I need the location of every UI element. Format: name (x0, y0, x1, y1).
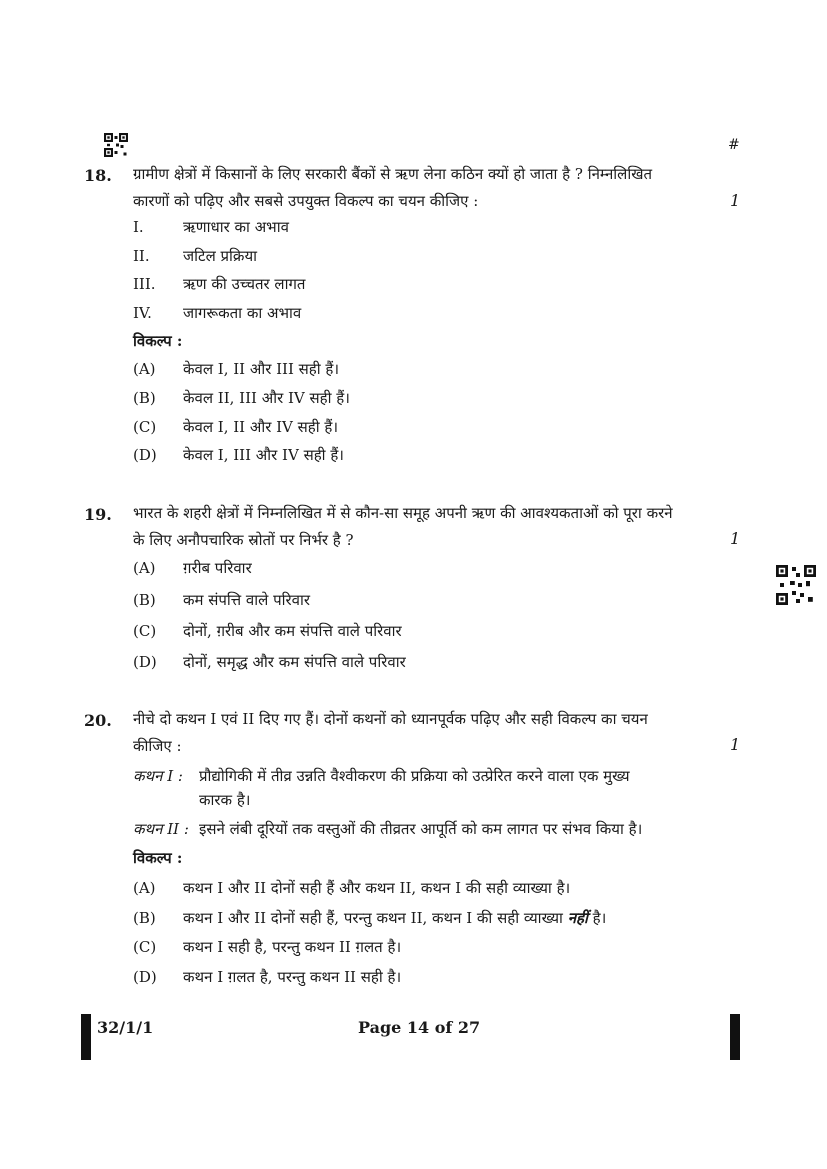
option-text: कम संपत्ति वाले परिवार (183, 591, 310, 609)
statement-label: III. (133, 275, 156, 293)
option-item[interactable] (133, 934, 401, 960)
question-text-line: ग्रामीण क्षेत्रों में किसानों के लिए सरकारी बैंकों से ऋण लेना कठिन क्यों हो जाता है ? निम्नलिखित (133, 165, 653, 183)
option-item[interactable] (133, 385, 350, 411)
option-text-part: कथन I और II दोनों सही हैं, परन्तु कथन II, कथन I की सही व्याख्या (183, 909, 568, 927)
statement-text: जटिल प्रक्रिया (183, 247, 258, 265)
question-text (133, 161, 705, 215)
option-text: केवल I, II और IV सही हैं। (183, 418, 339, 436)
kathan-one (133, 764, 705, 789)
question-number: 18. (84, 166, 112, 185)
statement-label: IV. (133, 304, 152, 322)
statement-text: ऋण की उच्चतर लागत (183, 275, 306, 293)
paper-code: 32/1/1 (97, 1018, 154, 1037)
question-marks: 1 (730, 529, 741, 548)
option-item[interactable] (133, 649, 406, 675)
statement-label: II. (133, 247, 150, 265)
statement-item (133, 243, 257, 269)
kathan-two (133, 817, 733, 842)
option-label: (C) (133, 622, 157, 640)
page-number: Page 14 of 27 (358, 1018, 481, 1037)
option-item[interactable] (133, 414, 338, 440)
question-marks: 1 (730, 191, 741, 210)
qr-code-icon (104, 133, 128, 157)
question-text-line: भारत के शहरी क्षेत्रों में निम्नलिखित में से कौन-सा समूह अपनी ऋण की आवश्यकताओं को पूरा करने (133, 504, 673, 522)
kathan-two-text: इसने लंबी दूरियों तक वस्तुओं की तीव्रतर आपूर्ति को कम लागत पर संभव किया है। (199, 820, 643, 838)
statement-item (133, 214, 289, 240)
question-text-line: कीजिए : (133, 737, 182, 755)
option-label: (A) (133, 559, 156, 577)
option-label: (B) (133, 591, 156, 609)
kathan-one-continued: कारक है। (199, 791, 251, 809)
footer-bar-left (81, 1014, 91, 1060)
question-text (133, 500, 705, 554)
question-marks: 1 (730, 735, 741, 754)
option-label: (D) (133, 653, 157, 671)
option-item[interactable] (133, 442, 344, 468)
statement-item (133, 300, 301, 326)
emphasis-text: नहीं (567, 909, 588, 927)
option-label: (D) (133, 446, 157, 464)
option-item[interactable] (133, 875, 570, 901)
question-text-line: के लिए अनौपचारिक स्रोतों पर निर्भर है ? (133, 531, 354, 549)
option-label: (D) (133, 968, 157, 986)
option-text: दोनों, ग़रीब और कम संपत्ति वाले परिवार (183, 622, 402, 640)
qr-code-icon (776, 565, 816, 605)
option-label: (B) (133, 909, 156, 927)
statement-label: I. (133, 218, 144, 236)
option-text: कथन I और II दोनों सही हैं और कथन II, कथन I की सही व्याख्या है। (183, 879, 571, 897)
option-item[interactable] (133, 555, 252, 581)
option-text: केवल II, III और IV सही हैं। (183, 389, 350, 407)
options-heading: विकल्प : (133, 332, 183, 350)
kathan-one-text: प्रौद्योगिकी में तीव्र उन्नति वैश्वीकरण की प्रक्रिया को उत्प्रेरित करने वाला एक मुख्य (199, 767, 630, 785)
header-mark: # (728, 137, 740, 153)
statement-text: ऋणाधार का अभाव (183, 218, 289, 236)
option-text: केवल I, II और III सही हैं। (183, 360, 340, 378)
option-text (183, 909, 606, 927)
option-text: ग़रीब परिवार (183, 559, 252, 577)
kathan-two-label: कथन II : (133, 820, 189, 838)
option-label: (A) (133, 879, 156, 897)
option-item[interactable] (133, 618, 402, 644)
option-text-part: है। (587, 909, 607, 927)
option-item[interactable] (133, 356, 339, 382)
question-number: 20. (84, 711, 112, 730)
option-text: दोनों, समृद्ध और कम संपत्ति वाले परिवार (183, 653, 406, 671)
option-label: (A) (133, 360, 156, 378)
option-label: (B) (133, 389, 156, 407)
statement-item (133, 271, 306, 297)
option-item[interactable] (133, 587, 310, 613)
question-number: 19. (84, 505, 112, 524)
options-heading: विकल्प : (133, 849, 183, 867)
option-item[interactable] (133, 964, 401, 990)
question-text (133, 706, 705, 760)
question-text-line: नीचे दो कथन I एवं II दिए गए हैं। दोनों कथनों को ध्यानपूर्वक पढ़िए और सही विकल्प का चयन (133, 710, 648, 728)
option-label: (C) (133, 938, 157, 956)
kathan-one-label: कथन I : (133, 767, 183, 785)
statement-text: जागरूकता का अभाव (183, 304, 302, 322)
option-text: कथन I ग़लत है, परन्तु कथन II सही है। (183, 968, 402, 986)
footer-bar-right (730, 1014, 740, 1060)
option-text: केवल I, III और IV सही हैं। (183, 446, 344, 464)
option-item[interactable] (133, 905, 606, 931)
question-text-line: कारणों को पढ़िए और सबसे उपयुक्त विकल्प का चयन कीजिए : (133, 192, 479, 210)
option-label: (C) (133, 418, 157, 436)
option-text: कथन I सही है, परन्तु कथन II ग़लत है। (183, 938, 402, 956)
